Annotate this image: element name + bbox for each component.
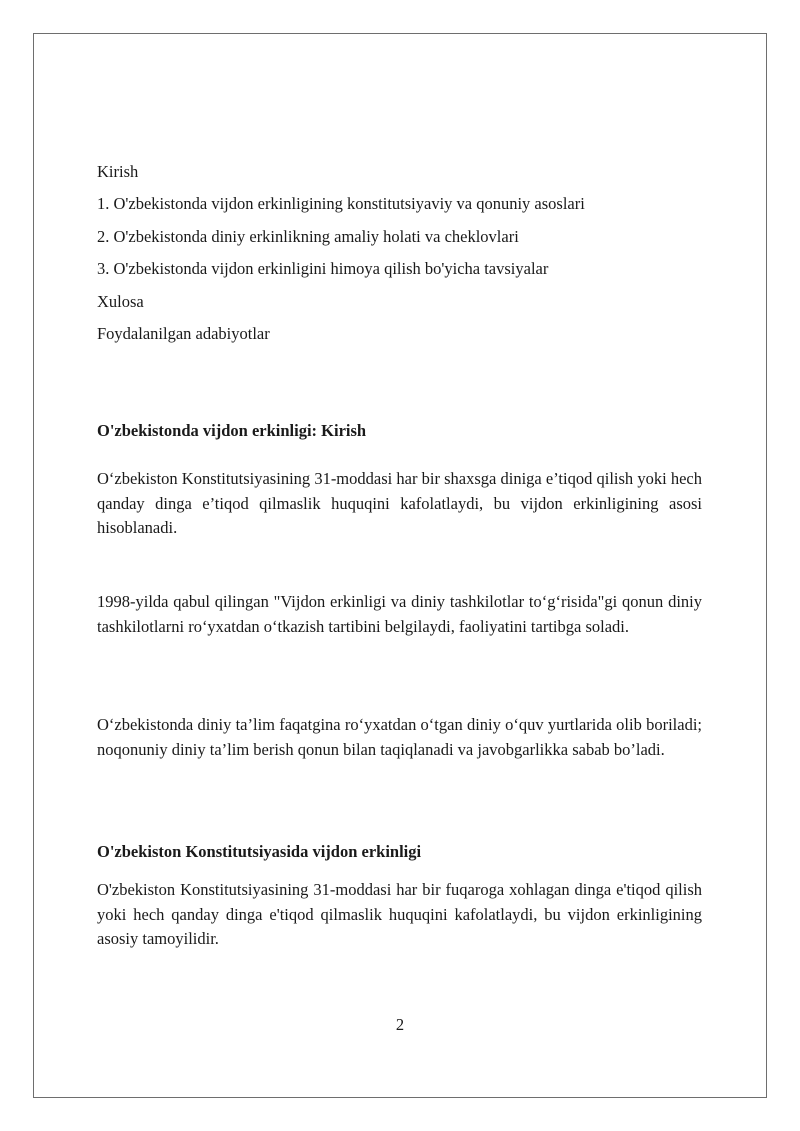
toc-item-references: Foydalanilgan adabiyotlar [97,323,270,343]
toc-item-chapter-2: 2. O'zbekistonda diniy erkinlikning amaliy holati va cheklovlari [97,226,519,246]
paragraph: 1998-yilda qabul qilingan "Vijdon erkinligi va diniy tashkilotlar to‘g‘risida"gi qonun diniy tashkilotlarni ro‘yxatdan o‘tkazish tartibini belgilaydi, faoliyatini tartibga soladi. [97,592,702,636]
paragraph: O'zbekiston Konstitutsiyasining 31-moddasi har bir fuqaroga xohlagan dinga e'tiqod qilish yoki hech qanday dinga e'tiqod qilmaslik huquqini kafolatlaydi, bu vijdon erkinligining asosiy tamoyilidir. [97,880,702,949]
toc-item-conclusion: Xulosa [97,291,144,311]
table-of-contents [97,160,702,354]
toc-item-chapter-3: 3. O'zbekistonda vijdon erkinligini himoya qilish bo'yicha tavsiyalar [97,259,549,279]
section-heading-intro: O'zbekistonda vijdon erkinligi: Kirish [97,421,367,440]
section-heading-constitution: O'zbekiston Konstitutsiyasida vijdon erkinligi [97,842,422,861]
page-number: 2 [395,1015,405,1034]
paragraph: O‘zbekistonda diniy ta’lim faqatgina ro‘yxatdan o‘tgan diniy o‘quv yurtlarida olib boriladi; noqonuniy diniy ta’lim berish qonun bilan taqiqlanadi va javobgarlikka sabab bo’ladi. [97,715,702,759]
toc-item-intro: Kirish [97,162,139,181]
paragraph: O‘zbekiston Konstitutsiyasining 31-moddasi har bir shaxsga diniga e’tiqod qilish yoki hech qanday dinga e’tiqod qilmaslik huquqini kafolatlaydi, bu vijdon erkinligining asosi hisoblanadi. [97,469,702,538]
toc-item-chapter-1: 1. O'zbekistonda vijdon erkinligining konstitutsiyaviy va qonuniy asoslari [97,194,585,214]
